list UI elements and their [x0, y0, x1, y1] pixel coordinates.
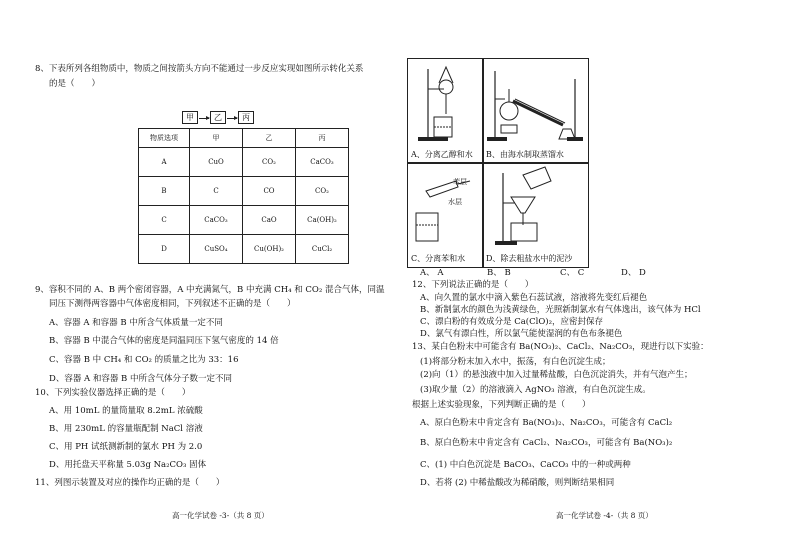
q13-option-d: D、若将 (2) 中稀盐酸改为稀硝酸，则判断结果相同 — [420, 478, 615, 488]
flow-box-bing: 丙 — [238, 111, 254, 124]
q13-step-2: (2)向（1）的悬浊液中加入过量稀盐酸，白色沉淀消失，并有气泡产生； — [420, 370, 693, 380]
q9-option-b: B、容器 B 中混合气体的密度是同温同压下氢气密度的 14 倍 — [49, 336, 279, 346]
q11-stem: 11、列图示装置及对应的操作均正确的是（ ） — [35, 478, 225, 488]
table-cell: CuSO₄ — [190, 235, 243, 264]
panel-c-benzene-label: 苯层 — [453, 178, 467, 186]
q13-question: 根据上述实验现象，下列判断正确的是（ ） — [412, 400, 591, 410]
q11-choice-a: A、 A — [420, 268, 444, 278]
table-cell: D — [139, 235, 190, 264]
q13-option-c: C、(1) 中白色沉淀是 BaCO₃、CaCO₃ 中的一种或两种 — [420, 460, 631, 470]
table-row — [139, 206, 349, 235]
table-cell: CO — [243, 177, 296, 206]
q11-choice-c: C、 C — [560, 268, 585, 278]
table-cell: C — [139, 206, 190, 235]
q12-option-d: D、氯气有漂白性，所以氯气能使湿润的有色布条褪色 — [420, 329, 623, 339]
table-cell: CaCO₃ — [296, 148, 349, 177]
filtration-apparatus-icon — [483, 163, 588, 251]
q13-step-1: (1)将部分粉末加入水中，振荡，有白色沉淀生成； — [420, 357, 611, 367]
table-cell: CuCl₂ — [296, 235, 349, 264]
q13-option-b: B、原白色粉末中肯定含有 CaCl₂、Na₂CO₃，可能含有 Ba(NO₃)₂ — [420, 438, 673, 448]
table-header: 丙 — [296, 129, 349, 148]
flow-arrow-1 — [199, 118, 209, 119]
panel-b — [482, 58, 589, 164]
panel-d-label: D、除去粗盐水中的泥沙 — [486, 254, 573, 263]
q9-option-d: D、容器 A 和容器 B 中所含气体分子数一定不同 — [49, 374, 233, 384]
q11-choice-b: B、 B — [487, 268, 511, 278]
q12-stem: 12、下列说法正确的是（ ） — [412, 280, 534, 290]
table-cell: CuO — [190, 148, 243, 177]
q12-option-a: A、向久置的氯水中滴入紫色石蕊试液，溶液将先变红后褪色 — [420, 293, 648, 303]
q10-stem: 10、下列实验仪器选择正确的是（ ） — [35, 388, 191, 398]
q9-stem-line2: 同压下测得两容器中气体密度相同，下列叙述不正确的是（ ） — [49, 299, 296, 309]
pouring-liquid-icon — [408, 163, 483, 251]
q8-stem-line2: 的是（ ） — [49, 79, 101, 89]
panel-a-label: A、分离乙醇和水 — [411, 150, 473, 159]
table-cell: CaO — [243, 206, 296, 235]
q10-option-a: A、用 10mL 的量筒量取 8.2mL 浓硫酸 — [49, 406, 203, 416]
q10-option-b: B、用 230mL 的容量瓶配制 NaCl 溶液 — [49, 424, 203, 434]
table-cell: C — [190, 177, 243, 206]
q8-stem-line1: 8、下表所列各组物质中，物质之间按箭头方向不能通过一步反应实现如图所示转化关系 — [35, 64, 364, 74]
panel-c — [407, 162, 484, 268]
table-row — [139, 235, 349, 264]
table-cell: CO₂ — [243, 148, 296, 177]
table-cell: Ca(OH)₂ — [296, 206, 349, 235]
distillation-apparatus-icon — [483, 59, 588, 147]
flow-box-jia: 甲 — [182, 111, 198, 124]
footer-page-4: 高一化学试卷 -4-（共 8 页） — [556, 511, 653, 520]
q8-flow-diagram — [182, 111, 254, 124]
q10-option-d: D、用托盘天平称量 5.03g Na₂CO₃ 固体 — [49, 460, 207, 470]
flow-box-yi: 乙 — [210, 111, 226, 124]
q9-option-c: C、容器 B 中 CH₄ 和 CO₂ 的质量之比为 33：16 — [49, 355, 239, 365]
q12-option-c: C、漂白粉的有效成分是 Ca(ClO)₂，应密封保存 — [420, 317, 604, 327]
table-header: 乙 — [243, 129, 296, 148]
q13-stem: 13、某白色粉末中可能含有 Ba(NO₃)₂、CaCl₂、Na₂CO₃，现进行以下实验： — [412, 342, 709, 352]
q9-stem-line1: 9、容积不同的 A、B 两个密闭容器，A 中充满氮气，B 中充满 CH₄ 和 CO₂ 混合气体，同温 — [35, 285, 385, 295]
panel-a — [407, 58, 484, 164]
table-header: 物质选项 — [139, 129, 190, 148]
q11-choice-d: D、 D — [621, 268, 646, 278]
table-cell: B — [139, 177, 190, 206]
q10-option-c: C、用 PH 试纸测新制的氯水 PH 为 2.0 — [49, 442, 203, 452]
panel-c-water-label: 水层 — [448, 198, 462, 206]
q9-option-a: A、容器 A 和容器 B 中所含气体质量一定不同 — [49, 318, 223, 328]
table-row — [139, 177, 349, 206]
q12-option-b: B、新制氯水的颜色为浅黄绿色，光照新制氯水有气体逸出，该气体为 HCl — [420, 305, 701, 315]
table-header: 甲 — [190, 129, 243, 148]
q13-step-3: (3)取少量（2）的溶液滴入 AgNO₃ 溶液，有白色沉淀生成。 — [420, 385, 651, 395]
table-cell: Cu(OH)₂ — [243, 235, 296, 264]
footer-page-3: 高一化学试卷 -3-（共 8 页） — [172, 511, 269, 520]
separatory-funnel-apparatus-icon — [408, 59, 483, 147]
panel-d — [482, 162, 589, 268]
table-row — [139, 148, 349, 177]
table-cell: CO₂ — [296, 177, 349, 206]
flow-arrow-2 — [227, 118, 237, 119]
q8-options-table — [138, 128, 349, 264]
panel-b-label: B、由海水制取蒸馏水 — [486, 150, 564, 159]
q13-option-a: A、原白色粉末中肯定含有 Ba(NO₃)₂、Na₂CO₃，可能含有 CaCl₂ — [420, 418, 673, 428]
panel-c-label: C、分离苯和水 — [411, 254, 466, 263]
table-cell: A — [139, 148, 190, 177]
table-cell: CaCO₃ — [190, 206, 243, 235]
